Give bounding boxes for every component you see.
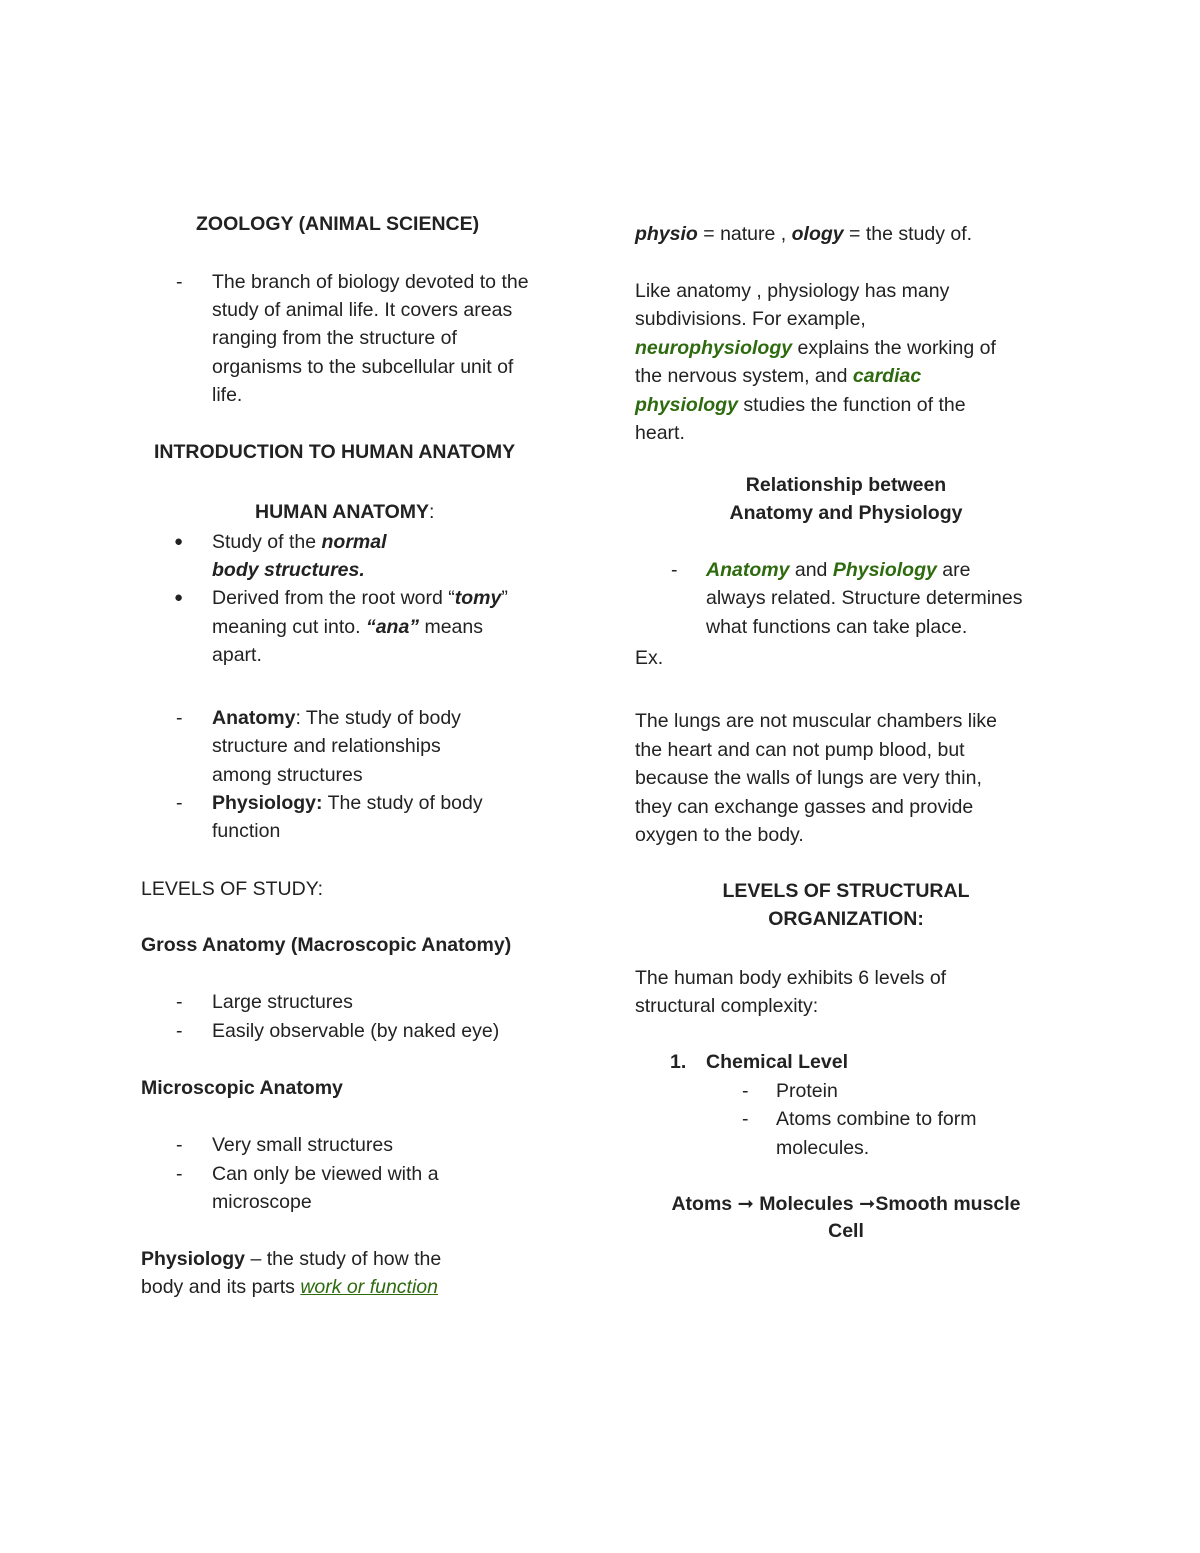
physiology-para-line2 [141, 1273, 438, 1302]
para1-line5-rest: studies the function of the [737, 394, 966, 416]
dash-marker: - [176, 1134, 183, 1156]
physiology-para-line2-prefix: body and its parts [141, 1276, 301, 1298]
dash-marker: - [742, 1108, 749, 1130]
body-exhibits-line: The human body exhibits 6 levels of [635, 967, 947, 989]
lungs-para-line: The lungs are not muscular chambers like [635, 710, 997, 732]
physio-term: physio [635, 223, 698, 245]
physiology-def-line2: function [212, 820, 281, 842]
lungs-para-line: they can exchange gasses and provide [635, 796, 974, 818]
levels-of-study-heading: LEVELS OF STUDY: [141, 878, 324, 900]
body-exhibits-line: structural complexity: [635, 995, 819, 1017]
bullet1-normal: normal [321, 531, 387, 553]
bullet2-suffix: ” [501, 587, 508, 609]
micro-item: Can only be viewed with a [212, 1163, 439, 1185]
bullet2-ana: “ana” [365, 616, 420, 638]
physiology-def-line1 [212, 789, 483, 818]
anatomy-def-line1 [212, 704, 461, 733]
chemical-level-number: 1. [670, 1051, 687, 1073]
human-anatomy-heading [255, 498, 434, 527]
ology-term: ology [791, 223, 844, 245]
anatomy-def-rest: : The study of body [295, 707, 461, 729]
lungs-para-line: because the walls of lungs are very thin, [635, 767, 982, 789]
dash-marker: - [176, 271, 183, 293]
bullet-dot-icon: ● [174, 533, 184, 550]
para1-line4-prefix: the nervous system, and [635, 365, 853, 387]
para1-line4 [635, 362, 921, 391]
bullet2-line2-suffix: means [419, 616, 483, 638]
zoology-desc-line: study of animal life. It covers areas [212, 299, 513, 321]
physiology-para-rest: – the study of how the [245, 1248, 442, 1270]
flow-line2: Cell [828, 1220, 864, 1242]
anatomy-def-line3: among structures [212, 764, 363, 786]
physiology-def-rest: The study of body [322, 792, 483, 814]
bullet2-line2 [212, 613, 483, 642]
chemical-item: Protein [776, 1080, 838, 1102]
relationship-and: and [789, 559, 833, 581]
physiology-green-term: Physiology [832, 559, 937, 581]
dash-marker: - [671, 559, 678, 581]
physio-ology-line [635, 220, 972, 249]
gross-item: Large structures [212, 991, 353, 1013]
dash-marker: - [176, 1163, 183, 1185]
para1-line3 [635, 334, 996, 363]
physio-eq: = nature , [697, 223, 792, 245]
bullet2-line3: apart. [212, 644, 262, 666]
gross-anatomy-title: Gross Anatomy (Macroscopic Anatomy) [141, 934, 512, 956]
cardiac-physiology-term: physiology [635, 394, 738, 416]
lungs-para-line: the heart and can not pump blood, but [635, 739, 965, 761]
bullet1-line1 [212, 528, 387, 557]
physiology-para-term: Physiology [141, 1248, 246, 1270]
para1-line5 [635, 391, 966, 420]
para1-line2: subdivisions. For example, [635, 308, 866, 330]
neurophysiology-term: neurophysiology [635, 337, 793, 359]
ology-eq: = the study of. [843, 223, 973, 245]
dash-marker: - [176, 707, 183, 729]
lungs-para-line: oxygen to the body. [635, 824, 804, 846]
micro-item: microscope [212, 1191, 312, 1213]
anatomy-def-line2: structure and relationships [212, 735, 441, 757]
intro-title: INTRODUCTION TO HUMAN ANATOMY [154, 441, 516, 463]
bullet1-line2: body structures. [212, 559, 365, 581]
zoology-desc-line: organisms to the subcellular unit of [212, 356, 514, 378]
para1-line3-rest: explains the working of [792, 337, 996, 359]
bullet2-tomy: tomy [454, 587, 502, 609]
physiology-para-line1 [141, 1245, 441, 1274]
chemical-item: Atoms combine to form [776, 1108, 977, 1130]
para1-line6: heart. [635, 422, 685, 444]
bullet2-line1 [212, 584, 508, 613]
physiology-term: Physiology: [212, 792, 323, 814]
dash-marker: - [176, 792, 183, 814]
micro-item: Very small structures [212, 1134, 393, 1156]
relationship-title-line2: Anatomy and Physiology [729, 502, 963, 524]
relationship-rest: are [936, 559, 971, 581]
relationship-item-line2: always related. Structure determines [706, 587, 1023, 609]
dash-marker: - [742, 1080, 749, 1102]
work-or-function-link[interactable]: work or function [300, 1276, 438, 1298]
flow-line1: Atoms ➞ Molecules ➞Smooth muscle [671, 1193, 1021, 1215]
cardiac-term: cardiac [852, 365, 922, 387]
levels-structural-title-line2: ORGANIZATION: [768, 908, 924, 930]
human-anatomy-label: HUMAN ANATOMY [255, 501, 430, 523]
zoology-title: ZOOLOGY (ANIMAL SCIENCE) [196, 213, 480, 235]
human-anatomy-colon: : [429, 501, 435, 523]
anatomy-term: Anatomy [212, 707, 296, 729]
levels-structural-title-line1: LEVELS OF STRUCTURAL [722, 880, 970, 902]
bullet2-prefix: Derived from the root word “ [212, 587, 455, 609]
zoology-desc-line: life. [212, 384, 243, 406]
ex-label: Ex. [635, 647, 664, 669]
bullet1-prefix: Study of the [212, 531, 322, 553]
gross-item: Easily observable (by naked eye) [212, 1020, 500, 1042]
dash-marker: - [176, 991, 183, 1013]
microscopic-anatomy-title: Microscopic Anatomy [141, 1077, 343, 1099]
bullet-dot-icon: ● [174, 589, 184, 606]
dash-marker: - [176, 1020, 183, 1042]
anatomy-green-term: Anatomy [706, 559, 790, 581]
para1-line1: Like anatomy , physiology has many [635, 280, 950, 302]
chemical-level-title: Chemical Level [706, 1051, 848, 1073]
relationship-item-line1 [706, 556, 970, 585]
relationship-item-line3: what functions can take place. [706, 616, 968, 638]
zoology-desc-line: ranging from the structure of [212, 327, 457, 349]
bullet2-line2-prefix: meaning cut into. [212, 616, 366, 638]
relationship-title-line1: Relationship between [745, 474, 947, 496]
chemical-item: molecules. [776, 1137, 870, 1159]
zoology-desc-line: The branch of biology devoted to the [212, 271, 529, 293]
